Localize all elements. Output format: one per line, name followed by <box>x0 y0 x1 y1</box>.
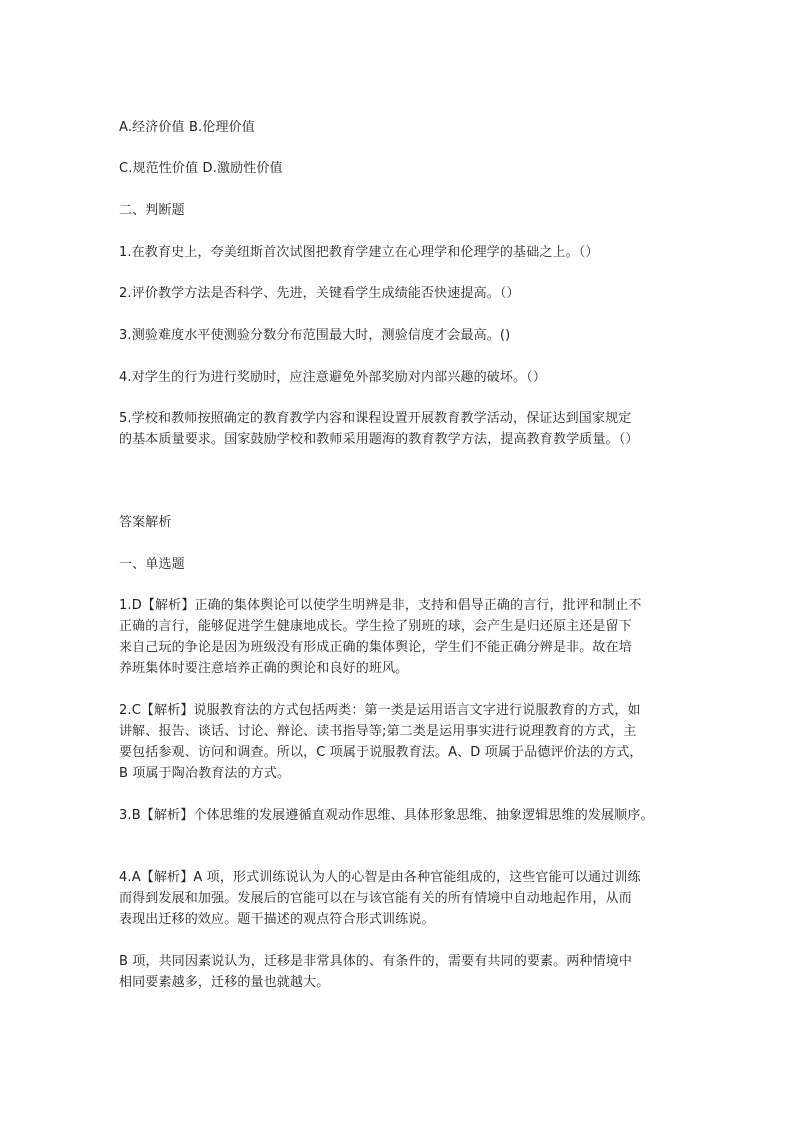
answer-4b-line-2: 相同要素越多，迁移的量也就越大。 <box>119 975 330 990</box>
option-line-ab: A.经济价值 B.伦理价值 <box>119 120 255 135</box>
answer-4-line-1: 4.A【解析】A 项，形式训练说认为人的心智是由各种官能组成的，这些官能可以通过训练 <box>119 870 641 885</box>
answer-1-line-1: 1.D【解析】正确的集体舆论可以使学生明辨是非，支持和倡导正确的言行，批评和制止不 <box>119 598 642 613</box>
answer-1-line-4: 养班集体时要注意培养正确的舆论和良好的班风。 <box>119 661 409 676</box>
judgment-item-5-line-2: 的基本质量要求。国家鼓励学校和教师采用题海的教育教学方法，提高教育教学质量。（） <box>119 432 639 447</box>
answer-4-line-3: 表现出迁移的效应。题干描述的观点符合形式训练说。 <box>119 912 435 927</box>
answers-section-single: 一、单选题 <box>119 557 185 572</box>
judgment-item-5-line-1: 5.学校和教师按照确定的教育教学内容和课程设置开展教育教学活动，保证达到国家规定 <box>119 411 632 426</box>
judgment-item-4: 4.对学生的行为进行奖励时，应注意避免外部奖励对内部兴趣的破坏。（） <box>119 370 547 385</box>
answer-1-line-2: 正确的言行，能够促进学生健康地成长。学生捡了别班的球，会产生是归还原主还是留下 <box>119 619 632 634</box>
answer-4-line-2: 而得到发展和加强。发展后的官能可以在与该官能有关的所有情境中自动地起作用，从而 <box>119 891 632 906</box>
answers-heading: 答案解析 <box>119 515 172 530</box>
section-heading-judgment: 二、判断题 <box>119 203 185 218</box>
answer-2-line-2: 讲解、报告、谈话、讨论、辩论、读书指导等;第二类是运用事实进行说理教育的方式，主 <box>119 724 637 739</box>
answer-2-line-1: 2.C【解析】说服教育法的方式包括两类：第一类是运用语言文字进行说服教育的方式，如 <box>119 703 641 718</box>
option-line-cd: C.规范性价值 D.激励性价值 <box>119 161 283 176</box>
judgment-item-3: 3.测验难度水平使测验分数分布范围最大时，测验信度才会最高。() <box>119 328 511 343</box>
answer-2-line-3: 要包括参观、访问和调查。所以，C 项属于说服教育法。A、D 项属于品德评价法的方式， <box>119 745 643 760</box>
judgment-item-2: 2.评价教学方法是否科学、先进，关键看学生成绩能否快速提高。（） <box>119 286 520 301</box>
answer-2-line-4: B 项属于陶冶教育法的方式。 <box>119 766 291 781</box>
answer-3-line-1: 3.B【解析】个体思维的发展遵循直观动作思维、具体形象思维、抽象逻辑思维的发展顺序。 <box>119 808 654 823</box>
judgment-item-1: 1.在教育史上，夸美纽斯首次试图把教育学建立在心理学和伦理学的基础之上。（） <box>119 245 599 260</box>
answer-4b-line-1: B 项，共同因素说认为，迁移是非常具体的、有条件的，需要有共同的要素。两种情境中 <box>119 954 633 969</box>
answer-1-line-3: 来自己玩的争论是因为班级没有形成正确的集体舆论，学生们不能正确分辨是非。故在培 <box>119 640 632 655</box>
